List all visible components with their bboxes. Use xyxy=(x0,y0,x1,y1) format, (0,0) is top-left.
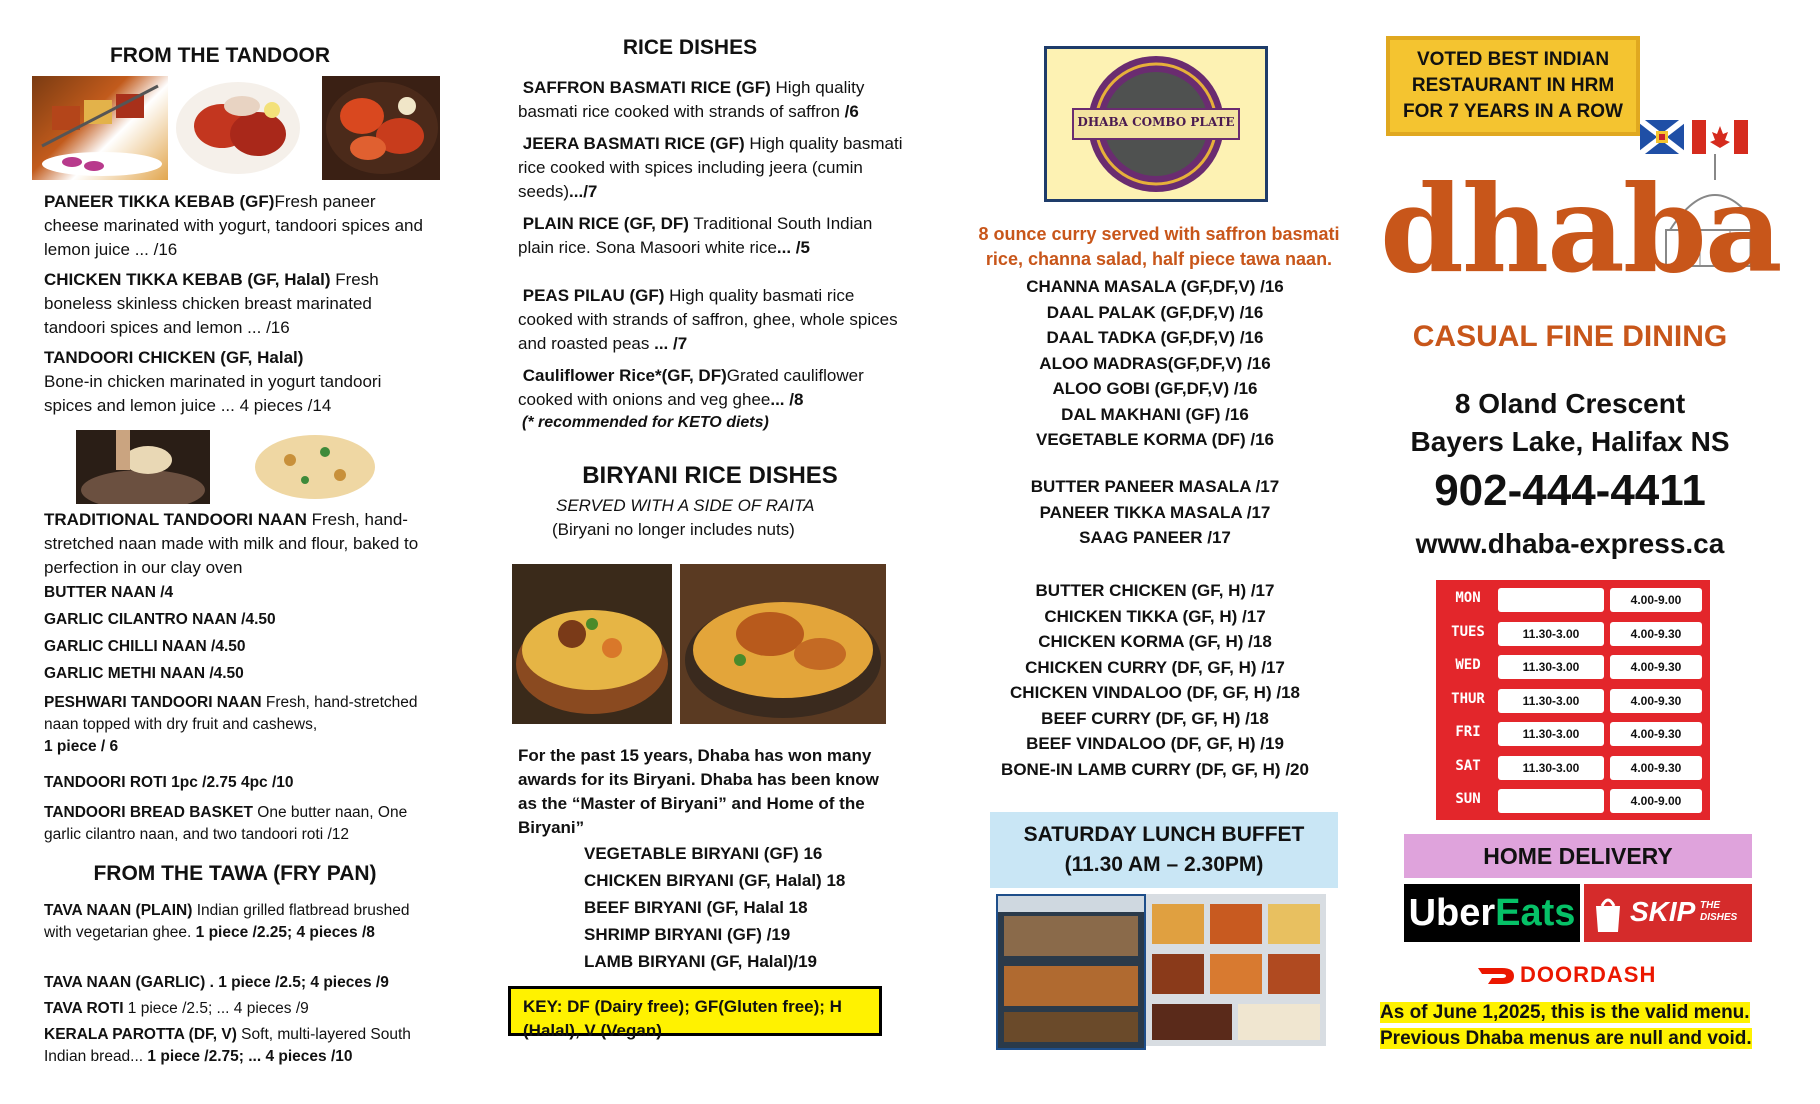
hours-lunch: 11.30-3.00 xyxy=(1498,622,1604,646)
hours-day: WED xyxy=(1455,657,1481,673)
eats-text: Eats xyxy=(1495,892,1576,934)
rice-saffron: SAFFRON BASMATI RICE (GF) High quality basmati rice cooked with strands of saffron /6 xyxy=(518,78,865,121)
menu-item-peshwari: PESHWARI TANDOORI NAAN Fresh, hand-stretched naan topped with dry fruit and cashews, 1 piece / 6 xyxy=(44,694,418,755)
hours-lunch xyxy=(1498,588,1604,612)
hours-dinner: 4.00-9.00 xyxy=(1610,789,1702,813)
curry-item: PANEER TIKKA MASALA /17 xyxy=(1039,502,1271,522)
doordash-icon xyxy=(1476,964,1516,986)
curry-item: BUTTER PANEER MASALA /17 xyxy=(1030,477,1280,496)
curry-item: ALOO GOBI (GF,DF,V) /16 xyxy=(1052,379,1258,398)
dhaba-logo: dhaba xyxy=(1380,159,1781,300)
curry-item: CHANNA MASALA (GF,DF,V) /16 xyxy=(1026,277,1284,296)
menu-item-chicken-tikka: CHICKEN TIKKA KEBAB (GF, Halal) Fresh boneless skinless chicken breast marinated tandoori spices and lemon ... /16 xyxy=(44,270,379,337)
curry-item: CHICKEN KORMA (GF, H) /18 xyxy=(1038,632,1272,651)
hours-dinner: 4.00-9.00 xyxy=(1610,588,1702,612)
skip-the-dishes-logo[interactable] xyxy=(1584,884,1752,942)
hours-row xyxy=(1436,720,1710,750)
menu-item-paneer-tikka: PANEER TIKKA KEBAB (GF)Fresh paneer cheese marinated with yogurt, tandoori spices and lemon juice ... /16 xyxy=(44,192,423,259)
tikka-photo xyxy=(172,76,304,180)
combo-description: 8 ounce curry served with saffron basmati rice, channa salad, half piece tawa naan. xyxy=(978,224,1340,269)
tagline: CASUAL FINE DINING xyxy=(1412,320,1728,353)
menu-item-bread-basket: TANDOORI BREAD BASKET One butter naan, One garlic cilantro naan, and two tandoori roti /12 xyxy=(44,804,408,843)
tandoor-oven-photo xyxy=(76,430,210,504)
naan-item: GARLIC METHI NAAN /4.50 xyxy=(44,665,244,682)
biryani-note: (Biryani no longer includes nuts) xyxy=(552,520,795,539)
phone-number[interactable]: 902-444-4411 xyxy=(1434,466,1706,515)
curry-item: BONE-IN LAMB CURRY (DF, GF, H) /20 xyxy=(1001,759,1309,779)
doordash-text: DOORDASH xyxy=(1520,962,1657,987)
tawa-title: FROM THE TAWA (FRY PAN) xyxy=(93,862,377,885)
hours-dinner: 4.00-9.30 xyxy=(1610,689,1702,713)
menu-item-parotta: KERALA PAROTTA (DF, V) Soft, multi-layered South Indian bread... 1 piece /2.75; ... 4 pieces /10 xyxy=(44,1026,411,1065)
biryani-subtitle: SERVED WITH A SIDE OF RAITA xyxy=(556,496,815,515)
doordash-logo[interactable] xyxy=(1476,960,1696,990)
paneer-curry-list xyxy=(960,474,1350,551)
valid-menu-note xyxy=(1380,1000,1780,1052)
uber-text: Uber xyxy=(1408,892,1496,934)
curry-item: CHICKEN TIKKA (GF, H) /17 xyxy=(1044,606,1266,626)
hours-table xyxy=(1436,580,1710,820)
naan-item: BUTTER NAAN /4 xyxy=(44,584,174,601)
buffet-photo-2 xyxy=(1146,894,1326,1046)
rice-peas-pilau: PEAS PILAU (GF) High quality basmati rice cooked with strands of saffron, ghee, whole spices and roasted peas ... /7 xyxy=(518,286,898,353)
hours-lunch: 11.30-3.00 xyxy=(1498,722,1604,746)
curry-item: BEEF VINDALOO (DF, GF, H) /19 xyxy=(1026,734,1284,753)
hours-lunch: 11.30-3.00 xyxy=(1498,756,1604,780)
hours-dinner: 4.00-9.30 xyxy=(1610,756,1702,780)
skip-text: SKIP xyxy=(1630,896,1696,927)
combo-plate-badge xyxy=(1044,46,1268,202)
skip-small-text: THE DISHES xyxy=(1700,900,1738,923)
curry-item: DAAL TADKA (GF,DF,V) /16 xyxy=(1046,328,1264,347)
biryani-title: BIRYANI RICE DISHES xyxy=(582,462,838,489)
menu-item-roti: TANDOORI ROTI 1pc /2.75 4pc /10 xyxy=(44,774,294,791)
naan-photo xyxy=(250,430,380,504)
hours-row xyxy=(1436,787,1710,817)
keto-note: (* recommended for KETO diets) xyxy=(522,414,769,431)
menu-item-tandoori-chicken: TANDOORI CHICKEN (GF, Halal) Bone-in chicken marinated in yogurt tandoori spices and lemon juice ... 4 pieces /14 xyxy=(44,348,382,415)
home-delivery-banner: HOME DELIVERY xyxy=(1404,834,1752,878)
uber-eats-logo[interactable] xyxy=(1404,884,1580,942)
naan-list xyxy=(44,582,424,690)
biryani-story: For the past 15 years, Dhaba has won many awards for its Biryani. Dhaba has been know as the “Master of Biryani” and Home of the Biryani” xyxy=(518,746,879,837)
tandoor-title: FROM THE TANDOOR xyxy=(109,44,331,67)
hours-row xyxy=(1436,586,1710,616)
rice-plain: PLAIN RICE (GF, DF) Traditional South Indian plain rice. Sona Masoori white rice... /5 xyxy=(518,214,873,257)
curry-item: DAAL PALAK (GF,DF,V) /16 xyxy=(1046,302,1264,322)
address-line-2: Bayers Lake, Halifax NS xyxy=(1410,426,1730,457)
hours-day: SUN xyxy=(1455,791,1481,807)
biryani-item: LAMB BIRYANI (GF, Halal)/19 xyxy=(584,952,818,971)
hours-row xyxy=(1436,620,1710,650)
naan-item: GARLIC CHILLI NAAN /4.50 xyxy=(44,638,246,655)
rice-cauliflower: Cauliflower Rice*(GF, DF)Grated cauliflower cooked with onions and veg ghee... /8 xyxy=(518,366,864,409)
hours-row xyxy=(1436,754,1710,784)
dietary-key: KEY: DF (Dairy free); GF(Gluten free); H (Halal), V (Vegan) xyxy=(508,986,882,1036)
paneer-kebab-photo xyxy=(32,76,168,180)
hours-day: FRI xyxy=(1455,724,1481,740)
hours-dinner: 4.00-9.30 xyxy=(1610,622,1702,646)
biryani-item: SHRIMP BIRYANI (GF) /19 xyxy=(584,925,791,944)
hours-row xyxy=(1436,687,1710,717)
naan-item: GARLIC CILANTRO NAAN /4.50 xyxy=(44,611,276,628)
curry-item: ALOO MADRAS(GF,DF,V) /16 xyxy=(1039,353,1271,373)
valid-menu-text: As of June 1,2025, this is the valid menu. Previous Dhaba menus are null and void. xyxy=(1380,1002,1752,1049)
hours-dinner: 4.00-9.30 xyxy=(1610,722,1702,746)
combo-label: DHABA COMBO PLATE xyxy=(1077,115,1235,129)
biryani-item: CHICKEN BIRYANI (GF, Halal) 18 xyxy=(584,871,846,890)
tandoori-chicken-photo xyxy=(322,76,440,180)
website-link[interactable]: www.dhaba-express.ca xyxy=(1415,528,1725,559)
hours-day: TUES xyxy=(1451,623,1485,640)
biryani-photo-1 xyxy=(512,564,672,724)
biryani-item: VEGETABLE BIRYANI (GF) 16 xyxy=(584,844,823,863)
skip-bag-icon xyxy=(1592,894,1624,934)
hours-day: THUR xyxy=(1451,690,1485,707)
hours-day: MON xyxy=(1455,590,1481,606)
meat-curry-list xyxy=(960,578,1350,782)
rice-jeera: JEERA BASMATI RICE (GF) High quality basmati rice cooked with spices including jeera (cumin seeds).../7 xyxy=(518,134,903,201)
buffet-time: (11.30 AM – 2.30PM) xyxy=(1064,853,1264,876)
curry-item: BUTTER CHICKEN (GF, H) /17 xyxy=(1035,581,1275,600)
curry-item: SAAG PANEER /17 xyxy=(1079,528,1231,547)
menu-item-tava-roti: TAVA ROTI 1 piece /2.5; ... 4 pieces /9 xyxy=(44,1000,309,1017)
biryani-item: BEEF BIRYANI (GF, Halal 18 xyxy=(584,898,808,917)
address-line-1: 8 Oland Crescent xyxy=(1454,388,1686,419)
naan-intro: TRADITIONAL TANDOORI NAAN Fresh, hand-stretched naan made with milk and flour, baked to perfection in our clay oven xyxy=(44,510,419,577)
hours-dinner: 4.00-9.30 xyxy=(1610,655,1702,679)
curry-item: DAL MAKHANI (GF) /16 xyxy=(1061,404,1249,424)
hours-lunch: 11.30-3.00 xyxy=(1498,655,1604,679)
veg-curry-list xyxy=(960,274,1350,453)
rice-title: RICE DISHES xyxy=(622,36,758,59)
hours-row xyxy=(1436,653,1710,683)
curry-item: VEGETABLE KORMA (DF) /16 xyxy=(1035,430,1274,449)
biryani-list xyxy=(584,840,845,975)
menu-item-tava-garlic: TAVA NAAN (GARLIC) . 1 piece /2.5; 4 pieces /9 xyxy=(44,974,389,991)
award-badge: VOTED BEST INDIAN RESTAURANT IN HRM FOR 7 YEARS IN A ROW xyxy=(1386,36,1640,136)
buffet-banner xyxy=(990,812,1338,888)
hours-lunch xyxy=(1498,789,1604,813)
curry-item: CHICKEN CURRY (DF, GF, H) /17 xyxy=(1025,657,1285,677)
biryani-photo-2 xyxy=(680,564,886,724)
curry-item: CHICKEN VINDALOO (DF, GF, H) /18 xyxy=(1010,683,1300,702)
canada-flag-icon xyxy=(1692,120,1748,154)
buffet-title: SATURDAY LUNCH BUFFET xyxy=(1023,823,1305,846)
menu-item-tava-naan: TAVA NAAN (PLAIN) Indian grilled flatbread brushed with vegetarian ghee. 1 piece /2.25; 4 pieces /8 xyxy=(44,902,410,941)
curry-item: BEEF CURRY (DF, GF, H) /18 xyxy=(1041,708,1269,728)
hours-lunch: 11.30-3.00 xyxy=(1498,689,1604,713)
hours-day: SAT xyxy=(1455,757,1481,774)
buffet-photo-1 xyxy=(996,894,1146,1050)
nova-scotia-flag-icon xyxy=(1640,120,1684,154)
